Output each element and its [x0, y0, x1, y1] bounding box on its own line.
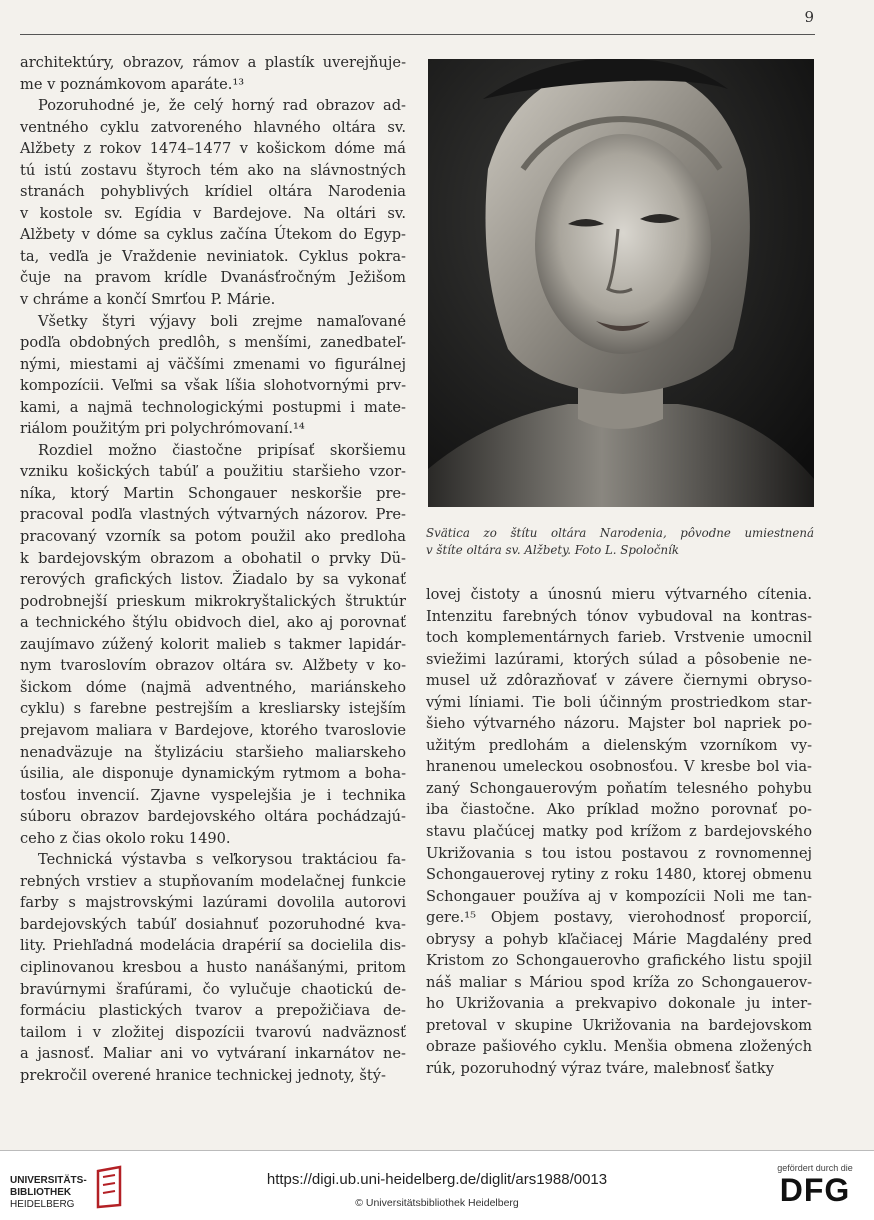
dfg-wordmark: DFG [779, 1172, 851, 1208]
text-line: bravúrnymi šrafúrami, čo vylučuje chaotickú de- [20, 980, 406, 998]
text-line: Ukrižovania s tou istou postavou z rovnomennej [426, 844, 812, 862]
text-line: čuje na pravom krídle Dvanásťročným Ježišom [20, 269, 406, 287]
text-line: ciplinovanou kresbou a husto nanášanými, pritom [20, 958, 406, 976]
caption-line: v štíte oltára sv. Alžbety. Foto L. Spoločník [426, 543, 680, 557]
text-line: hranenou umeleckou osobnosťou. V kresbe bol via- [426, 758, 812, 776]
text-line: toch komplementárnych farieb. Vrstvenie umocnil [426, 629, 812, 647]
left-text-column [20, 52, 406, 1086]
text-line: nym tvaroslovím obrazov oltára sv. Alžbety v ko- [20, 657, 406, 675]
text-line: v kostole sv. Egídia v Bardejove. Na oltári sv. [20, 204, 406, 222]
text-line: musel už zdôrazňovať v závere čiernymi obryso- [426, 672, 812, 690]
library-name-line2: BIBLIOTHEK [10, 1187, 72, 1198]
text-line: formáciu plastických tvarov a prepožičiava de- [20, 1002, 406, 1020]
text-line: architektúry, obrazov, rámov a plastík uverejňuje- [20, 54, 406, 71]
text-line: tosťou invencií. Zjavne vyspelejšia je i technika [20, 786, 406, 804]
text-line: tú istú zostavu štyroch tém ako na slávnostných [20, 161, 406, 179]
text-line: farby s majstrovskými lazúrami dovolila autorovi [20, 894, 406, 912]
text-line: Technická výstavba s veľkorysou traktáciou fa- [38, 851, 406, 869]
text-line: nými, miestami aj väčšími zmenami vo figurálnej [20, 355, 406, 373]
text-line: vými líniami. Tie boli účinným prostriedkom star- [426, 693, 812, 711]
text-line: pracoval podľa vlastných výtvarných názorov. Pre- [20, 506, 406, 524]
text-line: ventného cyklu zatvoreného hlavného oltára sv. [20, 118, 406, 136]
text-line: podľa obdobných predlôh, s menšími, zanedbateľ- [20, 334, 406, 352]
right-text-column [426, 584, 812, 1080]
text-line: rerových grafických listov. Žiadalo by sa vykonať [20, 571, 406, 589]
text-line: ta, vedľa je Vraždenie neviniatok. Cyklus pokra- [20, 247, 406, 265]
text-line: prejavom maliara v Bardejove, ktorého tvaroslovie [20, 721, 406, 739]
text-line: stavu plačúcej matky pod krížom z bardejovského [426, 823, 812, 841]
text-line: iba čiastočne. Ako príklad možno porovnať po- [426, 801, 812, 819]
text-line: níka, ktorý Martin Schongauer neskoršie pre- [20, 484, 406, 502]
text-line: stranách pohyblivých krídiel oltára Narodenia [20, 183, 406, 201]
text-line: Schongauerovej rytiny z roku 1480, ktorej obmenu [426, 866, 812, 884]
text-line: Intenzitu farebných tónov vybudoval na kontras- [426, 607, 812, 625]
text-line: ceho z čias okolo roku 1490. [20, 829, 231, 847]
text-line: súboru obrazov bardejovského oltára pochádzajú- [20, 808, 406, 826]
text-line: k bardejovským obrazom a obohatil o prvky Dü- [20, 549, 406, 567]
dfg-logo [770, 1163, 860, 1207]
text-line: kompozícii. Veľmi sa však líšia slohotvornými prv- [20, 377, 406, 395]
text-line: úsilia, ale disponuje dynamickým rytmom a boha- [20, 765, 406, 783]
text-line: Rozdiel možno čiastočne pripísať skoršiemu [38, 441, 406, 459]
text-line: Všetky štyri výjavy boli zrejme namaľované [38, 312, 406, 330]
text-line: rúk, pozoruhodný výraz tváre, malebnosť šatky [426, 1060, 774, 1078]
saint-sculpture-image [428, 59, 814, 507]
text-line: náš maliar s Máriou spod kríža zo Schongauerov- [426, 973, 812, 991]
saint-photograph [428, 59, 814, 507]
text-line: riálom použitým pri polychrómovaní.¹⁴ [20, 420, 305, 438]
text-line: ho Ukrižovania a prekvapivo dokonale ju inter- [426, 995, 812, 1013]
text-line: vzniku košických tabúľ a použitiu staršieho vzor- [20, 463, 406, 481]
caption-line: Svätica zo štítu oltára Narodenia, pôvodne umiestnená [426, 526, 814, 540]
text-line: podrobnejší prieskum mikrokryštalických štruktúr [20, 592, 406, 610]
text-line: obrysy a pohyb kľačiacej Márie Magdalény pred [426, 930, 812, 948]
text-line: nenadväzuje na štylizáciu staršieho maliarskeho [20, 743, 406, 761]
text-line: zaujímavo zúžený kolorit malieb s takmer lapidár- [20, 635, 406, 653]
text-line: lovej čistoty a únosnú mieru výtvarného cítenia. [426, 586, 812, 603]
text-line: šickom dóme (najmä adventného, mariánskeho [20, 678, 406, 696]
funding-label: gefördert durch die [777, 1163, 853, 1173]
text-line: zaný Schongauerovým poňatím telesného pohybu [426, 779, 812, 797]
text-line: a technického štýlu obidvoch diel, ako aj porovnať [20, 614, 406, 632]
text-line: v chráme a končí Smrťou P. Márie. [20, 291, 276, 309]
page-number: 9 [804, 8, 814, 26]
text-line: gere.¹⁵ Objem postavy, vierohodnosť proporcií, [426, 909, 812, 927]
text-line: Alžbety z rokov 1474–1477 v košickom dóme má [20, 140, 406, 158]
text-line: bardejovských tabúľ dosiahnuť pozoruhodné kva- [20, 915, 406, 933]
library-name-line3: HEIDELBERG [10, 1199, 75, 1210]
text-line: Alžbety v dóme sa cyklus začína Útekom do Egyp- [20, 226, 406, 244]
text-line: pracovaný vzorník sa potom použil ako predloha [20, 528, 406, 546]
text-line: šieho výtvarného názoru. Majster bol napriek po- [426, 715, 812, 733]
copyright-notice: © Universitätsbibliothek Heidelberg [355, 1197, 519, 1209]
text-line: Kristom zo Schongauerovho grafického listu spojil [426, 952, 812, 970]
text-line: pretoval v skupine Ukrižovania na bardejovskom [426, 1016, 812, 1034]
text-line: tailom i v zložitej dispozícii tvarovú nadväznosť [20, 1023, 406, 1041]
text-line: sviežimi lazúrami, ktorých súlad a pôsobenie ne- [426, 650, 812, 668]
figure-caption [426, 525, 814, 559]
text-line: me v poznámkovom aparáte.¹³ [20, 75, 245, 93]
text-line: cyklu) s farebne pestrejším a kresliarsky istejším [20, 700, 406, 718]
text-line: užitým predlohám a dielenským vzorníkom vy- [426, 736, 812, 754]
footer-bar [0, 1150, 874, 1220]
text-line: obraze pašiového cyklu. Menšia obmena zložených [426, 1038, 812, 1056]
header-rule [20, 34, 815, 35]
text-line: prekročil overené hranice technickej jednoty, štý- [20, 1066, 386, 1084]
text-line: Pozoruhodné je, že celý horný rad obrazov ad- [38, 97, 406, 115]
text-line: Schongauer používa aj v kompozícii Noli me tan- [426, 887, 812, 905]
text-line: rebných vrstiev a stupňovaním modelačnej funkcie [20, 872, 406, 890]
text-line: lity. Priehľadná modelácia drapérií sa docielila dis- [20, 937, 406, 955]
text-line: kami, a najmä technologickými postupmi i mate- [20, 398, 406, 416]
library-name-line1: UNIVERSITÄTS- [10, 1175, 87, 1186]
text-line: a jasnosť. Maliar ani vo vytváraní inkarnátov ne- [20, 1045, 406, 1063]
document-url-link[interactable]: https://digi.ub.uni-heidelberg.de/diglit/ars1988/0013 [266, 1171, 608, 1188]
